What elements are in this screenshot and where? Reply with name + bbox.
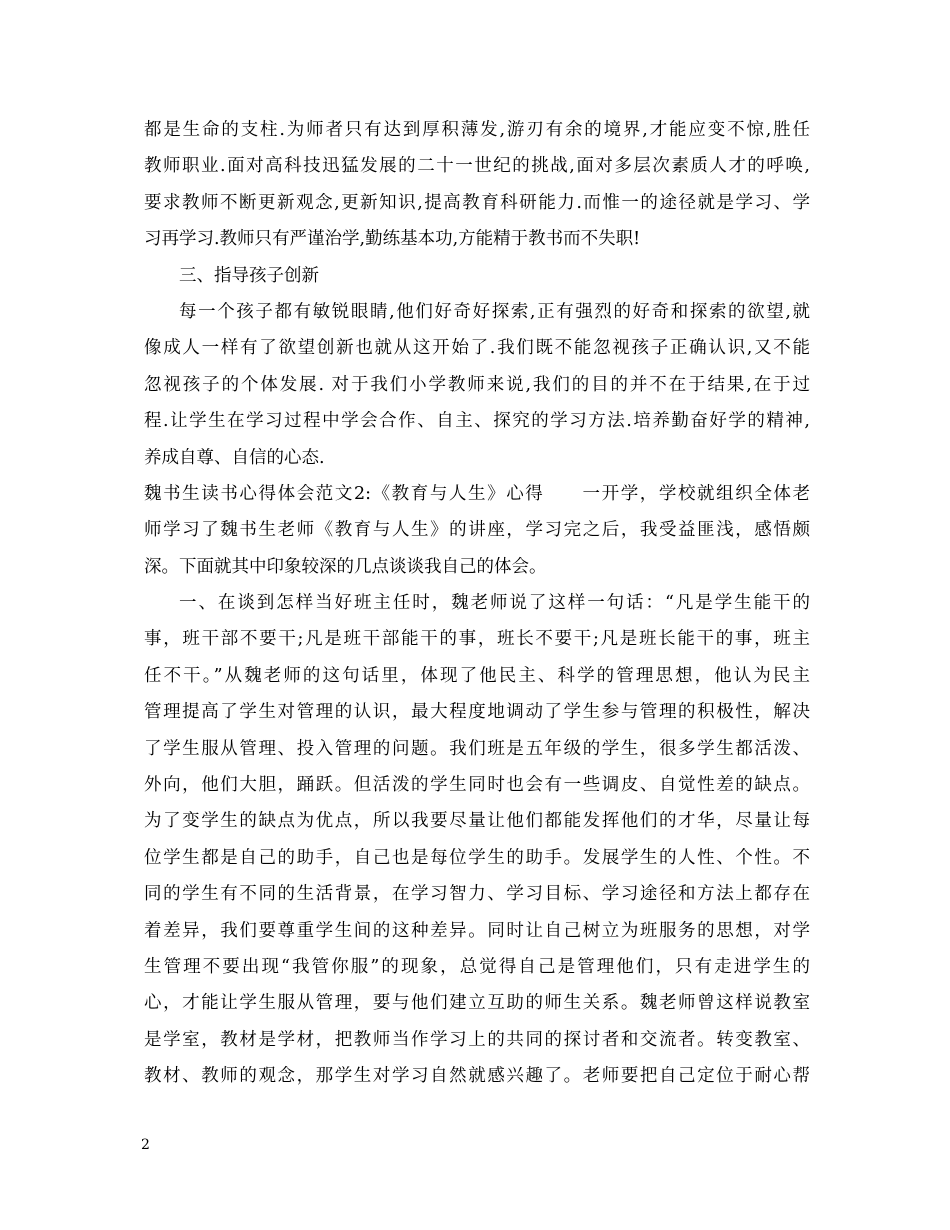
text-line: 了学生服从管理、投入管理的问题。我们班是五年级的学生，很多学生都活泼、	[144, 738, 810, 759]
text-line: 外向，他们大胆，踊跃。但活泼的学生同时也会有一些调皮、自觉性差的缺点。	[144, 775, 810, 796]
text-line: 生管理不要出现“我管你服”的现象，总觉得自己是管理他们，只有走进学生的	[144, 956, 810, 977]
text-line: 同的学生有不同的生活背景，在学习智力、学习目标、学习途径和方法上都存在	[144, 884, 810, 905]
text-line: 管理提高了学生对管理的认识，最大程度地调动了学生参与管理的积极性，解决	[144, 702, 810, 723]
text-line: 都是生命的支柱.为师者只有达到厚积薄发,游刃有余的境界,才能应变不惊,胜任	[144, 120, 810, 140]
text-line: 心，才能让学生服从管理，要与他们建立互助的师生关系。魏老师曾这样说教室	[144, 993, 810, 1014]
text-line: 忽视孩子的个体发展. 对于我们小学教师来说,我们的目的并不在于结果,在于过	[144, 374, 810, 395]
text-line: 教材、教师的观念，那学生对学习自然就感兴趣了。老师要把自己定位于耐心帮	[144, 1066, 810, 1087]
text-line: 是学室，教材是学材，把教师当作学习上的共同的探讨者和交流者。转变教室、	[144, 1029, 810, 1050]
section-heading: 三、指导孩子创新	[179, 265, 319, 286]
text-line: 每一个孩子都有敏锐眼睛,他们好奇好探索,正有强烈的好奇和探索的欲望,就	[179, 301, 810, 322]
text-line: 位学生都是自己的助手，自己也是每位学生的助手。发展学生的人性、个性。不	[144, 847, 810, 868]
text-line: 教师职业.面对高科技迅猛发展的二十一世纪的挑战,面对多层次素质人才的呼唤,	[144, 156, 810, 177]
text-line: 养成自尊、自信的心态.	[144, 447, 325, 468]
essay-title-line: 魏书生读书心得体会范文2:《教育与人生》心得 一开学，学校就组织全体老	[144, 483, 810, 504]
page-number: 2	[141, 1137, 150, 1153]
text-line: 一、在谈到怎样当好班主任时，魏老师说了这样一句话：“凡是学生能干的	[179, 593, 810, 614]
body-text	[144, 112, 810, 1095]
text-line: 着差异，我们要尊重学生间的这种差异。同时让自己树立为班服务的思想，对学	[144, 920, 810, 941]
text-line: 程.让学生在学习过程中学会合作、自主、探究的学习方法.培养勤奋好学的精神,	[144, 411, 810, 432]
text-line: 任不干。”从魏老师的这句话里，体现了他民主、科学的管理思想，他认为民主	[144, 665, 810, 686]
text-line: 要求教师不断更新观念,更新知识,提高教育科研能力.而惟一的途径就是学习、学	[144, 192, 810, 213]
text-line: 师学习了魏书生老师《教育与人生》的讲座，学习完之后，我受益匪浅，感悟颇	[144, 520, 810, 541]
text-line: 事，班干部不要干;凡是班干部能干的事，班长不要干;凡是班长能干的事，班主	[144, 629, 810, 650]
text-line: 为了变学生的缺点为优点，所以我要尽量让他们都能发挥他们的才华，尽量让每	[144, 811, 810, 832]
text-line: 深。下面就其中印象较深的几点谈谈我自己的体会。	[144, 556, 547, 577]
text-line: 像成人一样有了欲望创新也就从这开始了.我们既不能忽视孩子正确认识,又不能	[144, 338, 810, 359]
text-line: 习再学习.教师只有严谨治学,勤练基本功,方能精于教书而不失职!	[144, 229, 641, 250]
